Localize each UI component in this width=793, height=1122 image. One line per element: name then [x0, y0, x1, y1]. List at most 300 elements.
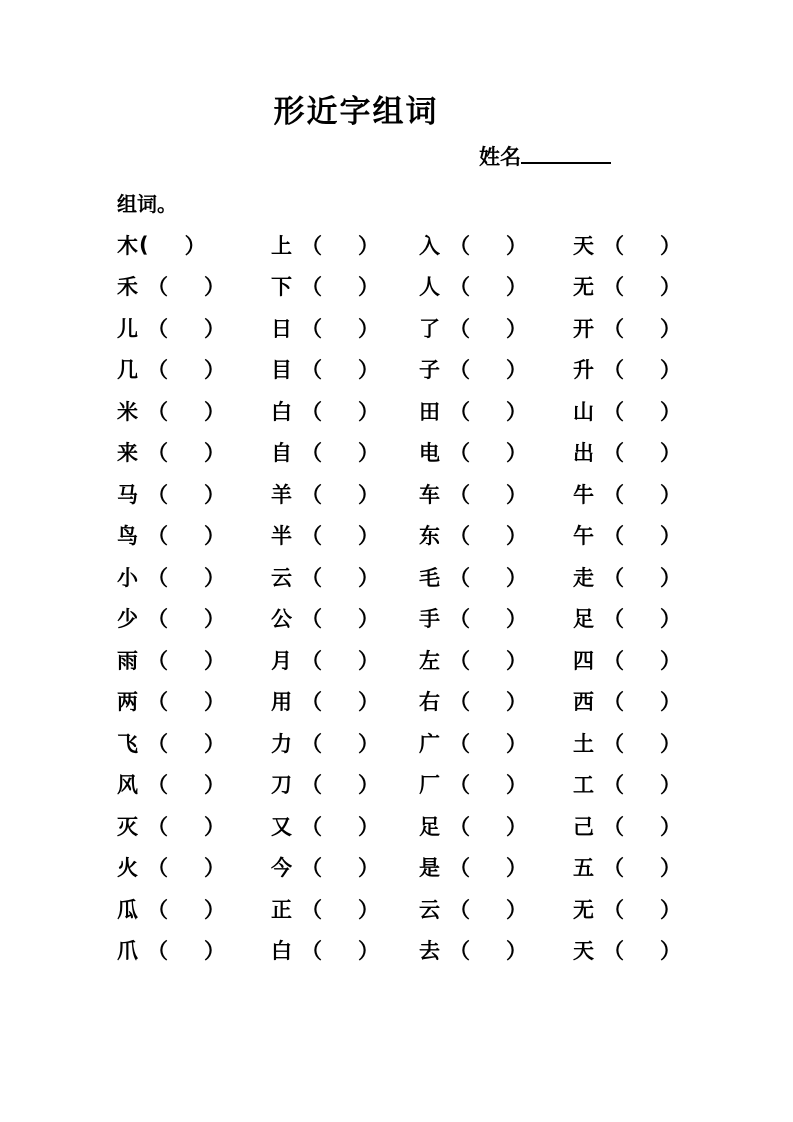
cell-character: 子 [419, 358, 440, 383]
open-paren: （ [301, 814, 322, 839]
cell-character: 田 [419, 399, 440, 424]
open-paren: （ [449, 731, 470, 756]
open-paren: （ [449, 233, 470, 258]
open-paren: （ [301, 773, 322, 798]
close-paren: ） [204, 939, 225, 964]
open-paren: （ [301, 358, 322, 383]
cell-character: 出 [573, 441, 594, 466]
cell-character: 西 [573, 690, 594, 715]
close-paren: ） [660, 482, 681, 507]
open-paren: （ [449, 399, 470, 424]
close-paren: ） [660, 565, 681, 590]
cell-character: 入 [419, 233, 440, 258]
grid-row [117, 307, 727, 349]
close-paren: ） [358, 233, 379, 258]
grid-cell [573, 728, 727, 758]
grid-cell [271, 811, 419, 841]
grid-cell [117, 396, 271, 426]
cell-character: 天 [573, 939, 594, 964]
grid-cell [419, 645, 573, 675]
grid-row [117, 390, 727, 432]
open-paren: （ [603, 939, 624, 964]
close-paren: ） [204, 731, 225, 756]
open-paren: （ [147, 358, 168, 383]
grid-row [117, 473, 727, 515]
cell-character: 开 [573, 316, 594, 341]
cell-character: 己 [573, 814, 594, 839]
close-paren: ） [660, 233, 681, 258]
open-paren: （ [301, 316, 322, 341]
open-paren: （ [147, 275, 168, 300]
close-paren: ） [184, 233, 206, 258]
grid-cell [419, 230, 573, 260]
close-paren: ） [660, 897, 681, 922]
open-paren: （ [449, 275, 470, 300]
close-paren: ） [358, 399, 379, 424]
grid-cell [573, 686, 727, 716]
open-paren: （ [147, 316, 168, 341]
cell-character: 云 [419, 897, 440, 922]
open-paren: （ [449, 856, 470, 881]
grid-cell [573, 354, 727, 384]
grid-cell [271, 271, 419, 301]
open-paren: （ [603, 233, 624, 258]
cell-character: 目 [271, 358, 292, 383]
cell-character: 几 [117, 358, 138, 383]
open-paren: （ [449, 897, 470, 922]
close-paren: ） [358, 731, 379, 756]
close-paren: ） [660, 939, 681, 964]
grid-cell [271, 894, 419, 924]
close-paren: ） [204, 316, 225, 341]
open-paren: （ [147, 773, 168, 798]
grid-row [117, 349, 727, 391]
close-paren: ） [506, 316, 527, 341]
cell-character: 是 [419, 856, 440, 881]
close-paren: ） [506, 441, 527, 466]
grid-row [117, 888, 727, 930]
grid-cell [271, 313, 419, 343]
close-paren: ） [204, 524, 225, 549]
name-label: 姓名 [479, 145, 521, 169]
close-paren: ） [506, 856, 527, 881]
open-paren: （ [301, 690, 322, 715]
close-paren: ） [204, 275, 225, 300]
cell-character: 雨 [117, 648, 138, 673]
grid-row [117, 266, 727, 308]
cell-character: 灭 [117, 814, 138, 839]
grid-row [117, 681, 727, 723]
open-paren: ( [139, 232, 149, 257]
open-paren: （ [603, 607, 624, 632]
open-paren: （ [449, 814, 470, 839]
grid-cell [271, 396, 419, 426]
close-paren: ） [358, 690, 379, 715]
open-paren: （ [449, 482, 470, 507]
close-paren: ） [358, 358, 379, 383]
open-paren: （ [449, 648, 470, 673]
close-paren: ） [660, 814, 681, 839]
open-paren: （ [603, 856, 624, 881]
cell-character: 白 [271, 399, 292, 424]
open-paren: （ [301, 856, 322, 881]
cell-character: 无 [573, 275, 594, 300]
close-paren: ） [204, 897, 225, 922]
grid-cell [117, 520, 271, 550]
name-blank-underline [521, 144, 611, 164]
close-paren: ） [358, 441, 379, 466]
close-paren: ） [204, 856, 225, 881]
page-title: 形近字组词 [273, 94, 439, 130]
close-paren: ） [358, 856, 379, 881]
cell-character: 毛 [419, 565, 440, 590]
close-paren: ） [358, 524, 379, 549]
open-paren: （ [603, 897, 624, 922]
close-paren: ） [506, 607, 527, 632]
grid-cell [419, 603, 573, 633]
close-paren: ） [506, 358, 527, 383]
grid-cell [117, 603, 271, 633]
close-paren: ） [358, 607, 379, 632]
grid-cell [271, 645, 419, 675]
open-paren: （ [147, 565, 168, 590]
close-paren: ） [660, 773, 681, 798]
open-paren: （ [603, 814, 624, 839]
grid-cell [117, 562, 271, 592]
grid-cell [573, 479, 727, 509]
cell-character: 力 [271, 731, 292, 756]
close-paren: ） [660, 856, 681, 881]
cell-character: 足 [419, 814, 440, 839]
close-paren: ） [660, 524, 681, 549]
grid-cell [419, 271, 573, 301]
close-paren: ） [506, 648, 527, 673]
cell-character: 刀 [271, 773, 292, 798]
cell-character: 午 [573, 524, 594, 549]
cell-character: 火 [117, 856, 138, 881]
open-paren: （ [449, 607, 470, 632]
open-paren: （ [147, 897, 168, 922]
cell-character: 半 [271, 524, 292, 549]
cell-character: 无 [573, 897, 594, 922]
open-paren: （ [147, 524, 168, 549]
open-paren: （ [449, 358, 470, 383]
close-paren: ） [204, 482, 225, 507]
close-paren: ） [358, 939, 379, 964]
cell-character: 爪 [117, 939, 138, 964]
grid-cell [573, 811, 727, 841]
close-paren: ） [204, 565, 225, 590]
grid-cell [117, 271, 271, 301]
open-paren: （ [301, 524, 322, 549]
cell-character: 两 [117, 690, 138, 715]
open-paren: （ [301, 275, 322, 300]
close-paren: ） [506, 482, 527, 507]
grid-cell [419, 562, 573, 592]
grid-cell [271, 520, 419, 550]
open-paren: （ [603, 773, 624, 798]
grid-cell [573, 645, 727, 675]
cell-character: 广 [419, 731, 440, 756]
cell-character: 儿 [117, 316, 138, 341]
name-line [479, 144, 611, 169]
open-paren: （ [147, 731, 168, 756]
close-paren: ） [660, 399, 681, 424]
cell-character: 手 [419, 607, 440, 632]
grid-cell [271, 354, 419, 384]
close-paren: ） [358, 316, 379, 341]
open-paren: （ [449, 316, 470, 341]
grid-cell [117, 479, 271, 509]
close-paren: ） [204, 773, 225, 798]
cell-character: 白 [271, 939, 292, 964]
cell-character: 瓜 [117, 897, 138, 922]
grid-cell [419, 811, 573, 841]
cell-character: 月 [271, 648, 292, 673]
close-paren: ） [204, 399, 225, 424]
cell-character: 飞 [117, 731, 138, 756]
grid-cell [573, 520, 727, 550]
open-paren: （ [147, 607, 168, 632]
open-paren: （ [301, 897, 322, 922]
grid-cell [271, 230, 419, 260]
open-paren: （ [301, 565, 322, 590]
close-paren: ） [204, 814, 225, 839]
cell-character: 人 [419, 275, 440, 300]
cell-character: 山 [573, 399, 594, 424]
grid-cell [419, 686, 573, 716]
close-paren: ） [506, 399, 527, 424]
grid-cell [271, 562, 419, 592]
grid-cell [573, 437, 727, 467]
open-paren: （ [603, 441, 624, 466]
grid-cell [117, 686, 271, 716]
grid-cell [117, 769, 271, 799]
grid-cell [117, 645, 271, 675]
cell-character: 木 [117, 233, 138, 258]
grid-cell [419, 396, 573, 426]
grid-cell [573, 230, 727, 260]
close-paren: ） [204, 690, 225, 715]
cell-character: 五 [573, 856, 594, 881]
cell-character: 走 [573, 565, 594, 590]
grid-row [117, 722, 727, 764]
open-paren: （ [603, 316, 624, 341]
open-paren: （ [449, 690, 470, 715]
grid-cell [117, 894, 271, 924]
cell-character: 车 [419, 482, 440, 507]
cell-character: 云 [271, 565, 292, 590]
grid-cell [419, 852, 573, 882]
grid-cell [419, 313, 573, 343]
grid-cell [117, 935, 271, 965]
grid-cell [117, 852, 271, 882]
close-paren: ） [506, 275, 527, 300]
open-paren: （ [301, 939, 322, 964]
close-paren: ） [506, 814, 527, 839]
open-paren: （ [603, 275, 624, 300]
close-paren: ） [506, 731, 527, 756]
open-paren: （ [147, 441, 168, 466]
cell-character: 鸟 [117, 524, 138, 549]
section-label: 组词。 [117, 192, 177, 216]
grid-cell [271, 728, 419, 758]
grid-cell [419, 520, 573, 550]
open-paren: （ [147, 648, 168, 673]
grid-cell [271, 769, 419, 799]
open-paren: （ [449, 441, 470, 466]
grid-row [117, 639, 727, 681]
grid-cell [419, 894, 573, 924]
cell-character: 日 [271, 316, 292, 341]
cell-character: 禾 [117, 275, 138, 300]
grid-cell [117, 728, 271, 758]
close-paren: ） [358, 482, 379, 507]
cell-character: 米 [117, 399, 138, 424]
close-paren: ） [660, 731, 681, 756]
close-paren: ） [204, 441, 225, 466]
close-paren: ） [660, 690, 681, 715]
close-paren: ） [660, 607, 681, 632]
open-paren: （ [603, 565, 624, 590]
cell-character: 东 [419, 524, 440, 549]
grid-cell [419, 479, 573, 509]
close-paren: ） [660, 275, 681, 300]
grid-cell [573, 271, 727, 301]
grid-cell [419, 437, 573, 467]
open-paren: （ [449, 773, 470, 798]
grid-cell [419, 935, 573, 965]
grid-cell [573, 396, 727, 426]
close-paren: ） [506, 233, 527, 258]
open-paren: （ [301, 399, 322, 424]
cell-character: 电 [419, 441, 440, 466]
close-paren: ） [506, 897, 527, 922]
cell-character: 土 [573, 731, 594, 756]
close-paren: ） [506, 565, 527, 590]
grid-cell [573, 894, 727, 924]
open-paren: （ [147, 482, 168, 507]
close-paren: ） [506, 939, 527, 964]
open-paren: （ [603, 690, 624, 715]
cell-character: 足 [573, 607, 594, 632]
open-paren: （ [603, 482, 624, 507]
grid-row [117, 930, 727, 972]
worksheet-grid [117, 224, 727, 971]
grid-row [117, 556, 727, 598]
open-paren: （ [603, 731, 624, 756]
cell-character: 用 [271, 690, 292, 715]
grid-cell [573, 769, 727, 799]
cell-character: 风 [117, 773, 138, 798]
cell-character: 又 [271, 814, 292, 839]
open-paren: （ [147, 939, 168, 964]
cell-character: 升 [573, 358, 594, 383]
grid-cell [271, 686, 419, 716]
open-paren: （ [449, 939, 470, 964]
close-paren: ） [506, 524, 527, 549]
cell-character: 下 [271, 275, 292, 300]
grid-cell [573, 603, 727, 633]
open-paren: （ [301, 482, 322, 507]
open-paren: （ [301, 233, 322, 258]
close-paren: ） [358, 648, 379, 673]
close-paren: ） [358, 275, 379, 300]
open-paren: （ [301, 607, 322, 632]
grid-row [117, 805, 727, 847]
cell-character: 羊 [271, 482, 292, 507]
grid-cell [419, 769, 573, 799]
grid-cell [117, 354, 271, 384]
cell-character: 正 [271, 897, 292, 922]
grid-row [117, 847, 727, 889]
open-paren: （ [449, 524, 470, 549]
open-paren: （ [603, 648, 624, 673]
grid-cell [573, 562, 727, 592]
close-paren: ） [358, 565, 379, 590]
grid-cell [117, 811, 271, 841]
grid-cell [271, 479, 419, 509]
grid-row [117, 224, 727, 266]
cell-character: 小 [117, 565, 138, 590]
cell-character: 了 [419, 316, 440, 341]
grid-row [117, 515, 727, 557]
close-paren: ） [204, 607, 225, 632]
grid-cell [573, 313, 727, 343]
close-paren: ） [358, 814, 379, 839]
cell-character: 来 [117, 441, 138, 466]
close-paren: ） [358, 773, 379, 798]
close-paren: ） [204, 648, 225, 673]
close-paren: ） [660, 648, 681, 673]
cell-character: 牛 [573, 482, 594, 507]
cell-character: 今 [271, 856, 292, 881]
cell-character: 工 [573, 773, 594, 798]
cell-character: 右 [419, 690, 440, 715]
close-paren: ） [660, 358, 681, 383]
cell-character: 上 [271, 233, 292, 258]
open-paren: （ [147, 856, 168, 881]
cell-character: 马 [117, 482, 138, 507]
open-paren: （ [603, 524, 624, 549]
cell-character: 左 [419, 648, 440, 673]
cell-character: 四 [573, 648, 594, 673]
grid-cell [271, 437, 419, 467]
close-paren: ） [660, 316, 681, 341]
cell-character: 去 [419, 939, 440, 964]
close-paren: ） [660, 441, 681, 466]
grid-row [117, 598, 727, 640]
close-paren: ） [506, 690, 527, 715]
close-paren: ） [506, 773, 527, 798]
open-paren: （ [603, 358, 624, 383]
grid-cell [419, 354, 573, 384]
open-paren: （ [603, 399, 624, 424]
open-paren: （ [301, 731, 322, 756]
grid-row [117, 432, 727, 474]
open-paren: （ [449, 565, 470, 590]
close-paren: ） [204, 358, 225, 383]
open-paren: （ [147, 690, 168, 715]
grid-cell [117, 230, 271, 260]
grid-cell [573, 935, 727, 965]
open-paren: （ [301, 441, 322, 466]
cell-character: 天 [573, 233, 594, 258]
cell-character: 少 [117, 607, 138, 632]
open-paren: （ [301, 648, 322, 673]
grid-cell [573, 852, 727, 882]
grid-cell [117, 313, 271, 343]
